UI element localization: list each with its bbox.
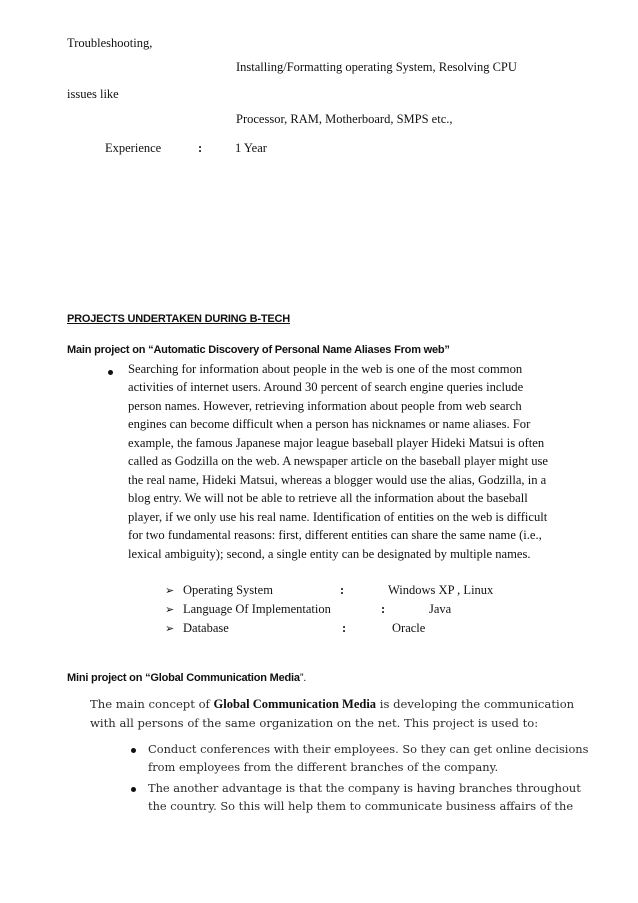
main-project-suffix: ” xyxy=(444,344,450,356)
skills-line1-right: Installing/Formatting operating System, Resolving CPU xyxy=(236,60,517,74)
desc-line: player, if we only use his real name. Identification of entities on the web is difficult xyxy=(128,509,548,524)
detail-label: Operating System xyxy=(183,583,273,597)
arrow-bullet-icon: ➢ xyxy=(165,622,175,635)
mini-project-suffix: ”. xyxy=(299,672,307,684)
desc-line: blog entry. We will not be able to retrieve all the information about the baseball xyxy=(128,491,528,506)
main-project-title: Automatic Discovery of Personal Name Aliases From web xyxy=(153,344,445,356)
mini-intro-text: The main concept of xyxy=(90,697,214,711)
skills-line2-right: Processor, RAM, Motherboard, SMPS etc., xyxy=(236,112,453,126)
detail-colon: : xyxy=(342,621,347,635)
desc-line: the real name, Hideki Matsui, whereas a blogger would use the alias, Godzilla, in a xyxy=(128,472,547,487)
mini-intro-text: is developing the communication xyxy=(376,697,575,711)
detail-value: Java xyxy=(429,602,452,616)
skills-line2-left: issues like xyxy=(67,87,119,101)
desc-line: engines can become difficult when a person has nicknames or name aliases. For xyxy=(128,417,531,432)
mini-project-prefix: Mini project on “ xyxy=(67,672,151,684)
mini-project-title: Global Communication Media xyxy=(150,672,300,684)
main-project-description xyxy=(128,360,578,563)
mini-intro-line1 xyxy=(90,697,574,712)
detail-colon: : xyxy=(340,583,345,597)
detail-colon: : xyxy=(381,602,386,616)
desc-line: person names. However, retrieving information about people from web search xyxy=(128,398,522,413)
mini-bullet-1 xyxy=(148,740,589,776)
mini-intro-line2: with all persons of the same organization on the net. This project is used to: xyxy=(90,716,539,730)
mini-bullet-line: Conduct conferences with their employees. So they can get online decisions xyxy=(148,742,589,756)
desc-line: for two fundamental reasons: first, different entities can share the same name (i.e., xyxy=(128,528,542,543)
bullet-dot xyxy=(131,748,136,753)
experience-colon: : xyxy=(198,141,203,155)
mini-bullet-2 xyxy=(148,779,581,815)
desc-line: lexical ambiguity); second, a single entity can be designated by multiple names. xyxy=(128,546,531,561)
detail-label: Database xyxy=(183,621,229,635)
experience-value: 1 Year xyxy=(235,141,267,155)
detail-value: Oracle xyxy=(392,621,426,635)
mini-bullet-line: from employees from the different branches of the company. xyxy=(148,760,499,774)
arrow-bullet-icon: ➢ xyxy=(165,603,175,616)
desc-line: activities of internet users. Around 30 percent of search engine queries include xyxy=(128,380,524,395)
detail-label: Language Of Implementation xyxy=(183,602,331,616)
arrow-bullet-icon: ➢ xyxy=(165,584,175,597)
skills-line1-left: Troubleshooting, xyxy=(67,36,153,50)
desc-line: Searching for information about people in the web is one of the most common xyxy=(128,362,523,376)
mini-intro-bold: Global Communication Media xyxy=(213,697,377,711)
main-project-line xyxy=(67,344,450,356)
main-project-prefix: Main project on “ xyxy=(67,344,154,356)
experience-label: Experience xyxy=(105,141,162,155)
desc-line: example, the famous Japanese major league baseball player Hideki Matsui is often xyxy=(128,435,545,450)
detail-value: Windows XP , Linux xyxy=(388,583,494,597)
desc-line: called as Godzilla on the web. A newspaper article on the baseball player might use xyxy=(128,454,549,469)
bullet-dot xyxy=(131,787,136,792)
bullet-dot xyxy=(108,370,113,375)
projects-heading: PROJECTS UNDERTAKEN DURING B-TECH xyxy=(67,313,290,325)
mini-bullet-line: the country. So this will help them to communicate business affairs of the xyxy=(148,799,574,813)
mini-bullet-line: The another advantage is that the company is having branches throughout xyxy=(148,781,581,795)
mini-project-line xyxy=(67,672,306,684)
